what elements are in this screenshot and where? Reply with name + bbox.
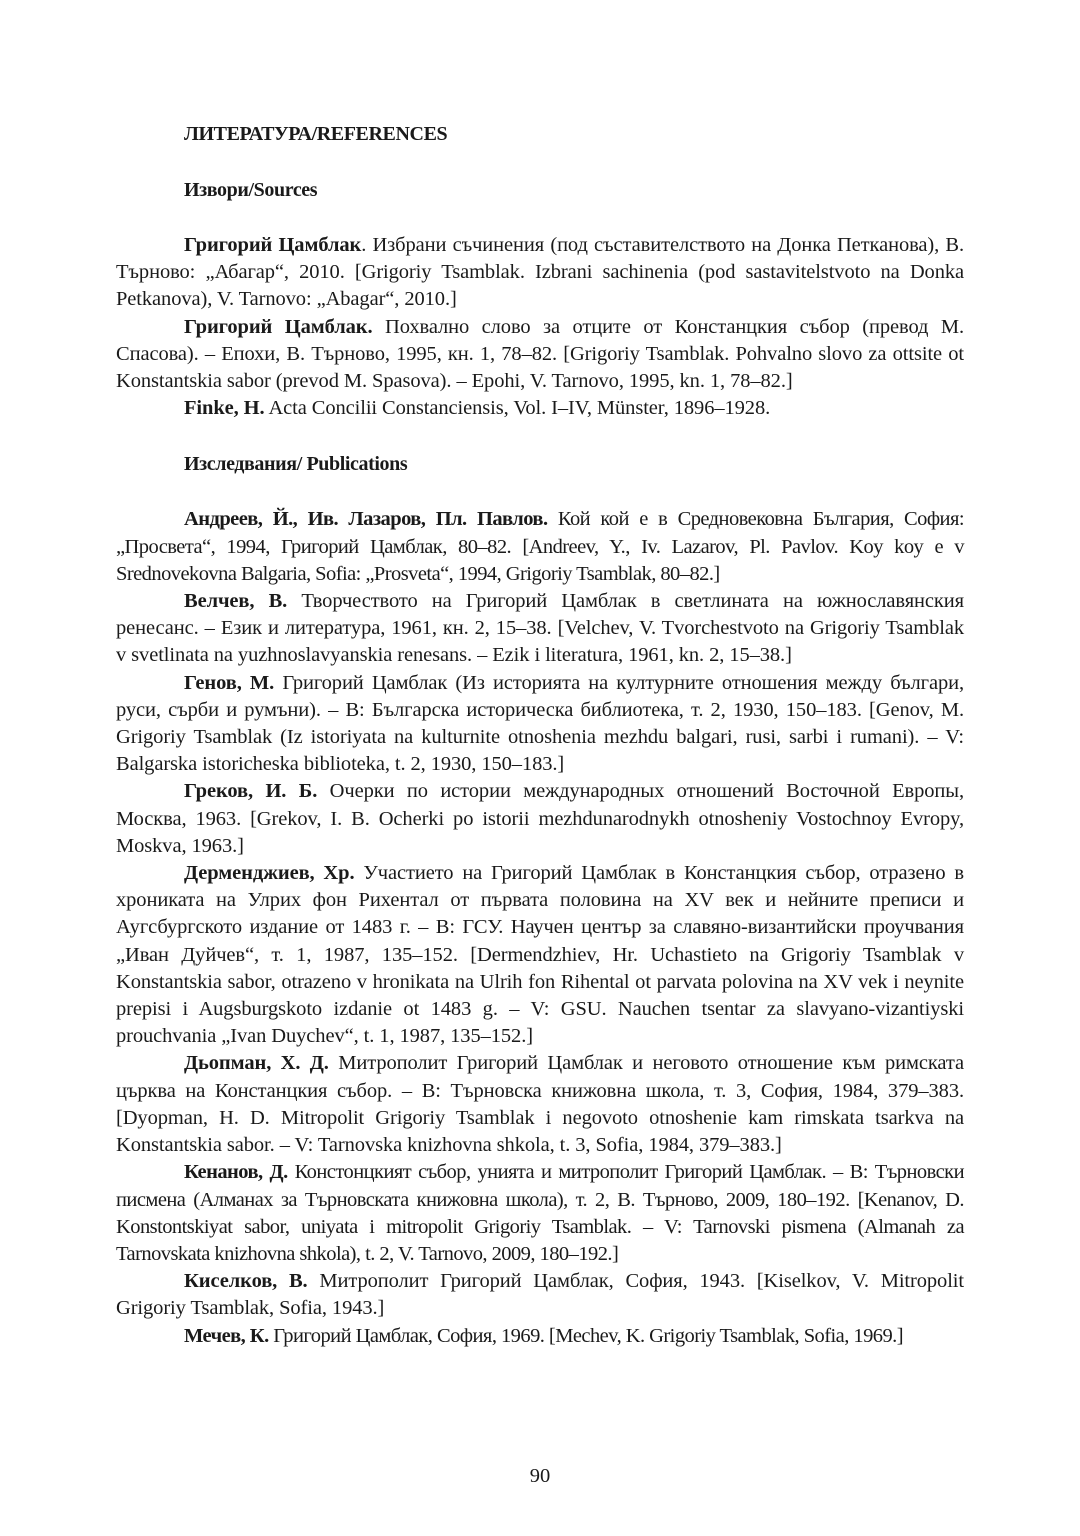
publications-heading: Изследвания/ Publications xyxy=(184,453,408,476)
entry-text: Митрополит Григорий Цамблак и неговото отношение към римската църква на Констанцкия събор. – В: Търновска книжовна школа, т. 3, София, 1984, 379–383. [Dyopman, H. D. Mitropolit Grigoriy Tsamblak i negovoto otnoshenie kam rimskata tsarkva na Konstantskia sabor. – V: Tarnovska knizhovna shkola, t. 3, Sofia, 1984, 379–383.] xyxy=(116,1052,964,1157)
entry-author: Генов, М. xyxy=(184,671,275,694)
entry-text: Похвално слово за отците от Констанцкия събор (превод М. Спасова). – Епохи, В. Търново, 1995, кн. 1, 78–82. [Grigoriy Tsamblak. Pohvalno slovo za ottsite ot Konstantskia sabor (prevod M. Spasova). – Epohi, V. Tarnovo, 1995, kn. 1, 78–82.] xyxy=(116,315,964,393)
entry-author: Греков, И. Б. xyxy=(184,780,318,803)
page-number: 90 xyxy=(529,1465,551,1487)
entry-author: Finke, H. xyxy=(184,397,265,420)
entry-text: Кой кой е в Средновековна България, София: „Просвета“, 1994, Григорий Цамблак, 80–82. [Andreev, Y., Iv. Lazarov, Pl. Pavlov. Koy koy e v Srednovekovna Balgaria, Sofia: „Prosveta“, 1994, Grigoriy Tsamblak, 80–82.] xyxy=(116,508,964,585)
source-entry xyxy=(116,314,964,396)
entry-author: Григорий Цамблак. xyxy=(184,315,373,338)
references-page xyxy=(116,118,964,1350)
publication-entry xyxy=(116,506,964,588)
entry-author: Мечев, К. xyxy=(184,1324,269,1347)
entry-text: Очерки по истории международных отношений Восточной Европы, Москва, 1963. [Grekov, I. B. Ocherki po istorii mezhdunarodnykh otnosheniy Vostochnoy Evropy, Moskva, 1963.] xyxy=(116,780,964,857)
publication-entry xyxy=(116,588,964,670)
sources-heading: Извори/Sources xyxy=(184,179,318,201)
entry-text: . Избрани съчинения (под съставителството на Донка Петканова), В. Търново: „Абагар“, 2010. [Grigoriy Tsamblak. Izbrani sachinenia (pod sastavitelstvoto na Donka Petkanova), V. Tarnovo: „Abagar“, 2010.] xyxy=(116,234,964,311)
publication-entry xyxy=(116,1323,964,1350)
entry-author: Киселков, В. xyxy=(184,1270,308,1293)
references-heading: ЛИТЕРАТУРА/REFERENCES xyxy=(184,123,448,145)
source-entry xyxy=(116,395,964,422)
entry-author: Андреев, Й., Ив. Лазаров, Пл. Павлов. xyxy=(184,508,548,531)
entry-author: Григорий Цамблак xyxy=(184,234,362,256)
publication-entry xyxy=(116,1159,964,1268)
entry-text: Митрополит Григорий Цамблак, София, 1943. [Kiselkov, V. Mitropolit Grigoriy Tsamblak, Sofia, 1943.] xyxy=(116,1270,964,1320)
source-entry xyxy=(116,232,964,314)
publication-entry xyxy=(116,1050,964,1159)
entry-text: Григорий Цамблак (Из историята на културните отношения между българи, руси, сърби и румъни). – В: Българска историческа библиотека, т. 2, 1930, 150–183. [Genov, M. Grigoriy Tsamblak (Iz istoriyata na kulturnite otnoshenia mezhdu balgari, rusi, sarbi i rumani). – V: Balgarska istoricheska biblioteka, t. 2, 1930, 150–183.] xyxy=(116,671,965,776)
entry-text: Творчеството на Григорий Цамблак в светлината на южнославянския ренесанс. – Език и литература, 1961, кн. 2, 15–38. [Velchev, V. Tvorchestvoto na Grigoriy Tsamblak v svetlinata na yuzhnoslavyanskia renesans. – Ezik i literatura, 1961, kn. 2, 15–38.] xyxy=(116,590,964,667)
publication-entry xyxy=(116,1268,964,1322)
entry-author: Дьопман, Х. Д. xyxy=(184,1052,329,1075)
entry-author: Кенанов, Д. xyxy=(184,1161,288,1184)
publication-entry xyxy=(116,670,964,779)
entry-author: Велчев, В. xyxy=(184,590,288,613)
entry-text: Григорий Цамблак, София, 1969. [Mechev, K. Grigoriy Tsamblak, Sofia, 1969.] xyxy=(268,1324,904,1347)
publication-entry xyxy=(116,778,964,860)
publication-entry xyxy=(116,860,964,1050)
entry-author: Дерменджиев, Хр. xyxy=(184,862,355,885)
entry-text: Участието на Григорий Цамблак в Констанцкия събор, отразено в хрониката на Улрих фон Рихентал от първата половина на XV век и нейните преписи и Аугсбургското издание от 1483 г. – В: ГСУ. Научен център за славяно-византийски проучвания „Иван Дуйчев“, т. 1, 1987, 135–152. [Dermendzhiev, Hr. Uchastieto na Grigoriy Tsamblak v Konstantskia sabor, otrazeno v hronikata na Ulrih fon Rihental ot parvata polovina na XV vek i neynite prepisi i Augsburgskoto izdanie ot 1483 g. – V: GSU. Nauchen tsentar za slavyano-vizantiyski prouchvania „Ivan Duychev“, t. 1, 1987, 135–152.] xyxy=(116,862,964,1048)
entry-text: Констонцкият събор, унията и митрополит Григорий Цамблак. – В: Търновски писмена (Алманах за Търновската книжовна школа), т. 2, В. Търново, 2009, 180–192. [Kenanov, D. Konstontskiyat sabor, uniyata i mitropolit Grigoriy Tsamblak. – V: Tarnovski pismena (Almanah za Tarnovskata knizhovna shkola), t. 2, V. Tarnovo, 2009, 180–192.] xyxy=(116,1161,964,1265)
entry-text: Acta Concilii Constanciensis, Vol. I–IV, Münster, 1896–1928. xyxy=(264,397,771,420)
